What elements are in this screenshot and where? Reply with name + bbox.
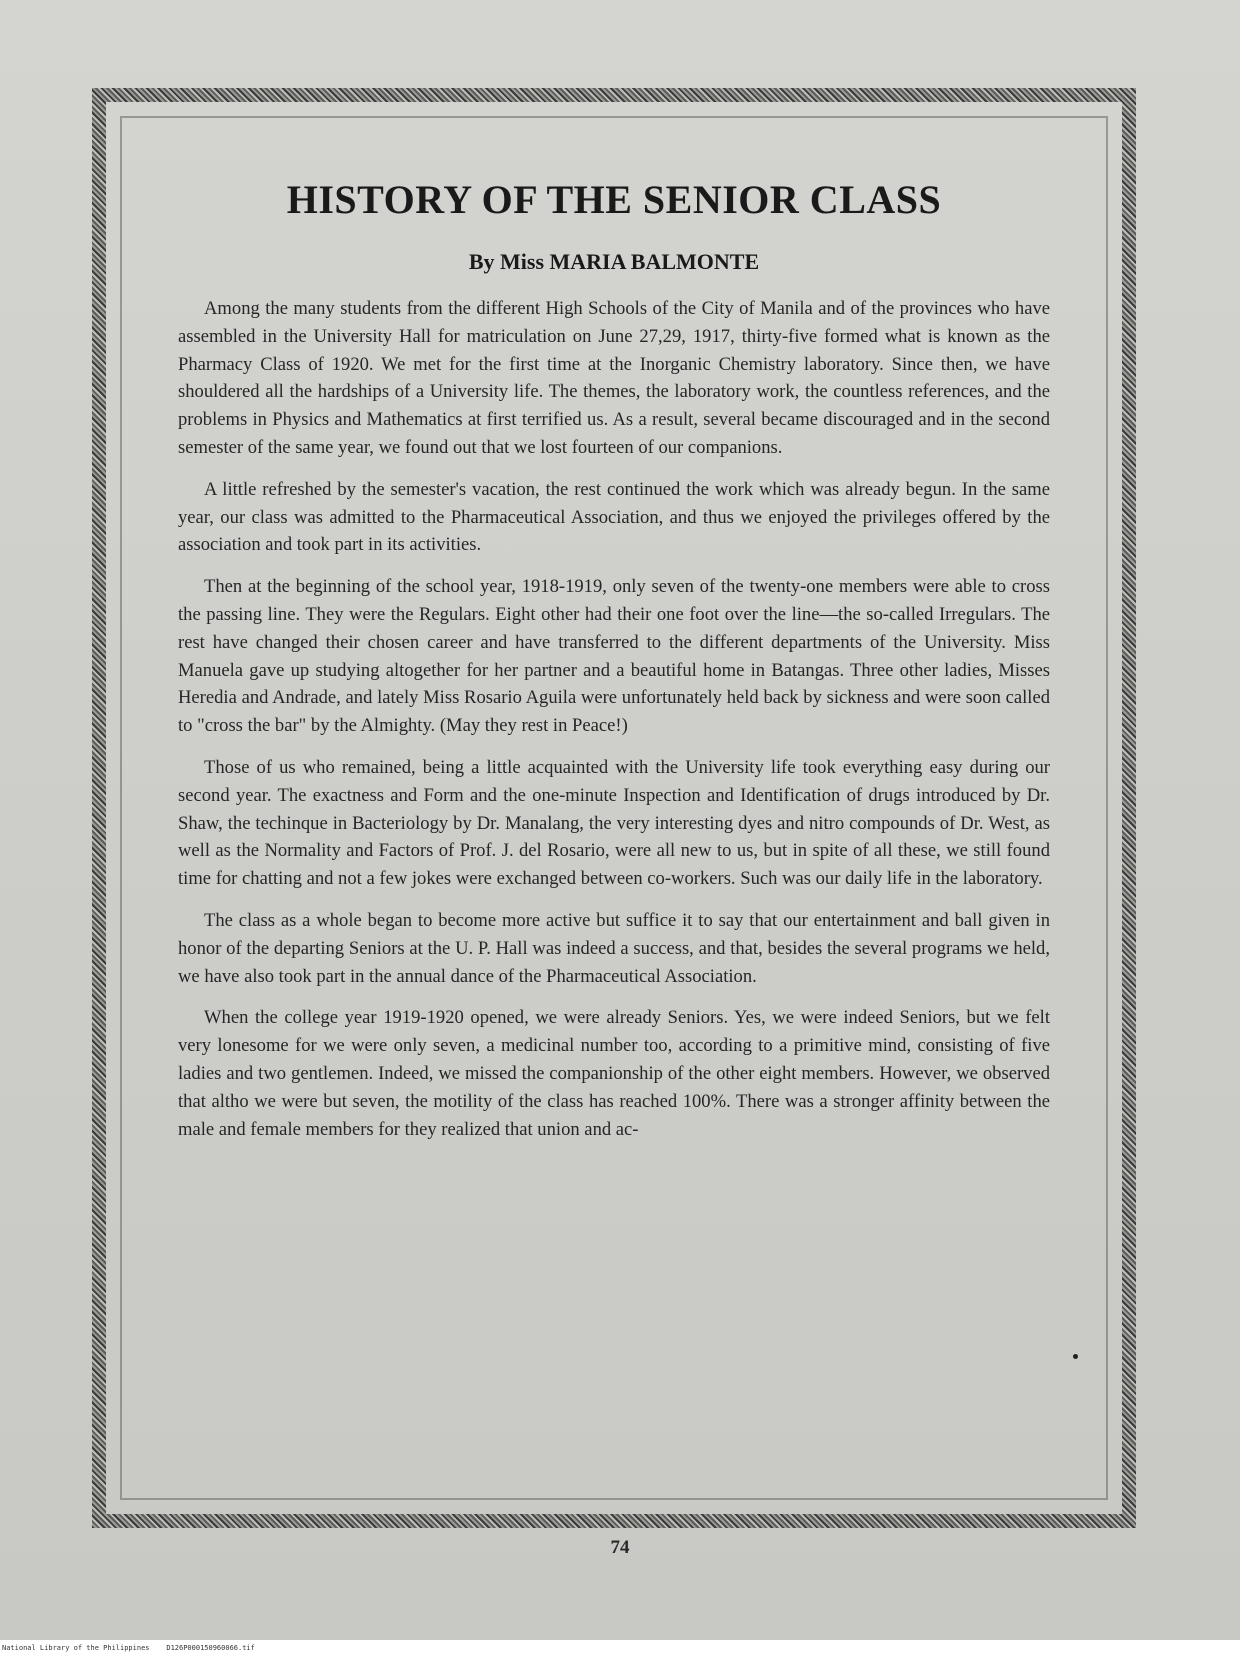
article-title: HISTORY OF THE SENIOR CLASS	[286, 177, 942, 222]
paragraph: A little refreshed by the semester's vacation, the rest continued the work which was already begun. In the same year, our class was admitted to the Pharmaceutical Association, and thus we enjoyed the privileges offered by the association and took part in its activities.	[178, 478, 1050, 556]
paragraph: When the college year 1919-1920 opened, we were already Seniors. Yes, we were indeed Seniors, but we felt very lonesome for we were only seven, a medicinal number too, according to a primitive mind, consisting of five ladies and two gentlemen. Indeed, we missed the companionship of the other eight members. However, we observed that altho we were but seven, the motility of the class has reached 100%. There was a stronger affinity between the male and female members for they realized that union and ac-	[178, 1007, 1050, 1140]
ink-speck	[1073, 1354, 1078, 1359]
scan-footer-note: National Library of the Philippines D126P000150960066.tif	[2, 1644, 255, 1652]
article-byline: By Miss MARIA BALMONTE	[468, 249, 760, 274]
page-number: 74	[610, 1537, 630, 1558]
paragraph: The class as a whole began to become more active but suffice it to say that our entertainment and ball given in honor of the departing Seniors at the U. P. Hall was indeed a success, and that, besides the several programs we held, we have also took part in the annual dance of the Pharmaceutical Association.	[178, 909, 1050, 987]
article-body	[178, 295, 1050, 1143]
paragraph: Among the many students from the different High Schools of the City of Manila and of the provinces who have assembled in the University Hall for matriculation on June 27,29, 1917, thirty-five formed what is known as the Pharmacy Class of 1920. We met for the first time at the Inorganic Chemistry laboratory. Since then, we have shouldered all the hardships of a University life. The themes, the laboratory work, the countless references, and the problems in Physics and Mathematics at first terrified us. As a result, several became discouraged and in the second semester of the same year, we found out that we lost fourteen of our companions.	[178, 298, 1050, 458]
paragraph: Those of us who remained, being a little acquainted with the University life took everything easy during our second year. The exactness and Form and the one-minute Inspection and Identification of drugs introduced by Dr. Shaw, the techinque in Bacteriology by Dr. Manalang, the very interesting dyes and nitro compounds of Dr. West, as well as the Normality and Factors of Prof. J. del Rosario, were all new to us, but in spite of all these, we still found time for chatting and not a few jokes were exchanged between co-workers. Such was our daily life in the laboratory.	[178, 756, 1050, 890]
paragraph: Then at the beginning of the school year, 1918-1919, only seven of the twenty-one members were able to cross the passing line. They were the Regulars. Eight other had their one foot over the line—the so-called Irregulars. The rest have changed their chosen career and have transferred to the different departments of the University. Miss Manuela gave up studying altogether for her partner and a beautiful home in Batangas. Three other ladies, Misses Heredia and Andrade, and lately Miss Rosario Aguila were unfortunately held back by sickness and were soon called to "cross the bar" by the Almighty. (May they rest in Peace!)	[178, 576, 1050, 737]
article	[178, 176, 1050, 1157]
